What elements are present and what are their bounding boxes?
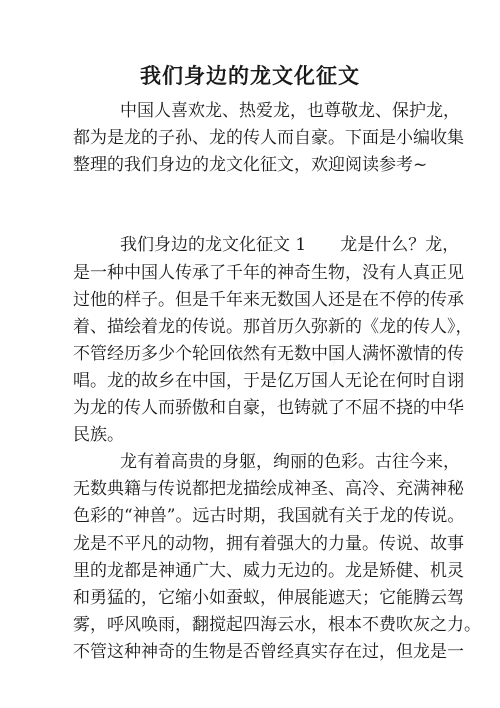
paragraph-line: 无数典籍与传说都把龙描绘成神圣、高冷、充满神秘 <box>73 479 464 499</box>
document-title: 我们身边的龙文化征文 <box>140 63 360 88</box>
paragraph-line: 着、描绘着龙的传说。那首历久弥新的《龙的传人》， <box>73 317 473 337</box>
paragraph-line: 和勇猛的，它缩小如蚕蚁，伸展能遮天；它能腾云驾 <box>73 588 464 608</box>
paragraph-line: 过他的样子。但是千年来无数国人还是在不停的传承 <box>73 290 464 310</box>
paragraph-line: 龙是不平凡的动物，拥有着强大的力量。传说、故事 <box>73 534 464 554</box>
paragraph-line: 是一种中国人传承了千年的神奇生物，没有人真正见 <box>73 263 464 283</box>
paragraph-line: 为龙的传人而骄傲和自豪，也铸就了不屈不挠的中华 <box>73 398 464 418</box>
paragraph-line: 都为是龙的子孙、龙的传人而自豪。下面是小编收集 <box>73 128 464 148</box>
paragraph-line: 不管这种神奇的生物是否曾经真实存在过，但龙是一 <box>73 642 464 662</box>
paragraph-line: 色彩的“神兽”。远古时期，我国就有关于龙的传说。 <box>73 506 465 526</box>
paragraph-line: 雾，呼风唤雨，翻搅起四海云水，根本不费吹灰之力。 <box>73 615 481 635</box>
paragraph-line: 唱。龙的故乡在中国，于是亿万国人无论在何时自诩 <box>73 371 464 391</box>
paragraph-line: 我们身边的龙文化征文 1 龙是什么？龙， <box>120 235 460 255</box>
paragraph-line: 整理的我们身边的龙文化征文，欢迎阅读参考~ <box>73 155 428 175</box>
paragraph-line: 不管经历多少个轮回依然有无数中国人满怀激情的传 <box>73 344 464 364</box>
paragraph-line: 中国人喜欢龙、热爱龙，也尊敬龙、保护龙， <box>120 101 460 121</box>
paragraph-line: 民族。 <box>73 425 124 445</box>
paragraph-line: 龙有着高贵的身躯，绚丽的色彩。古往今来， <box>120 452 460 472</box>
paragraph-line: 里的龙都是神通广大、威力无边的。龙是矫健、机灵 <box>73 561 464 581</box>
